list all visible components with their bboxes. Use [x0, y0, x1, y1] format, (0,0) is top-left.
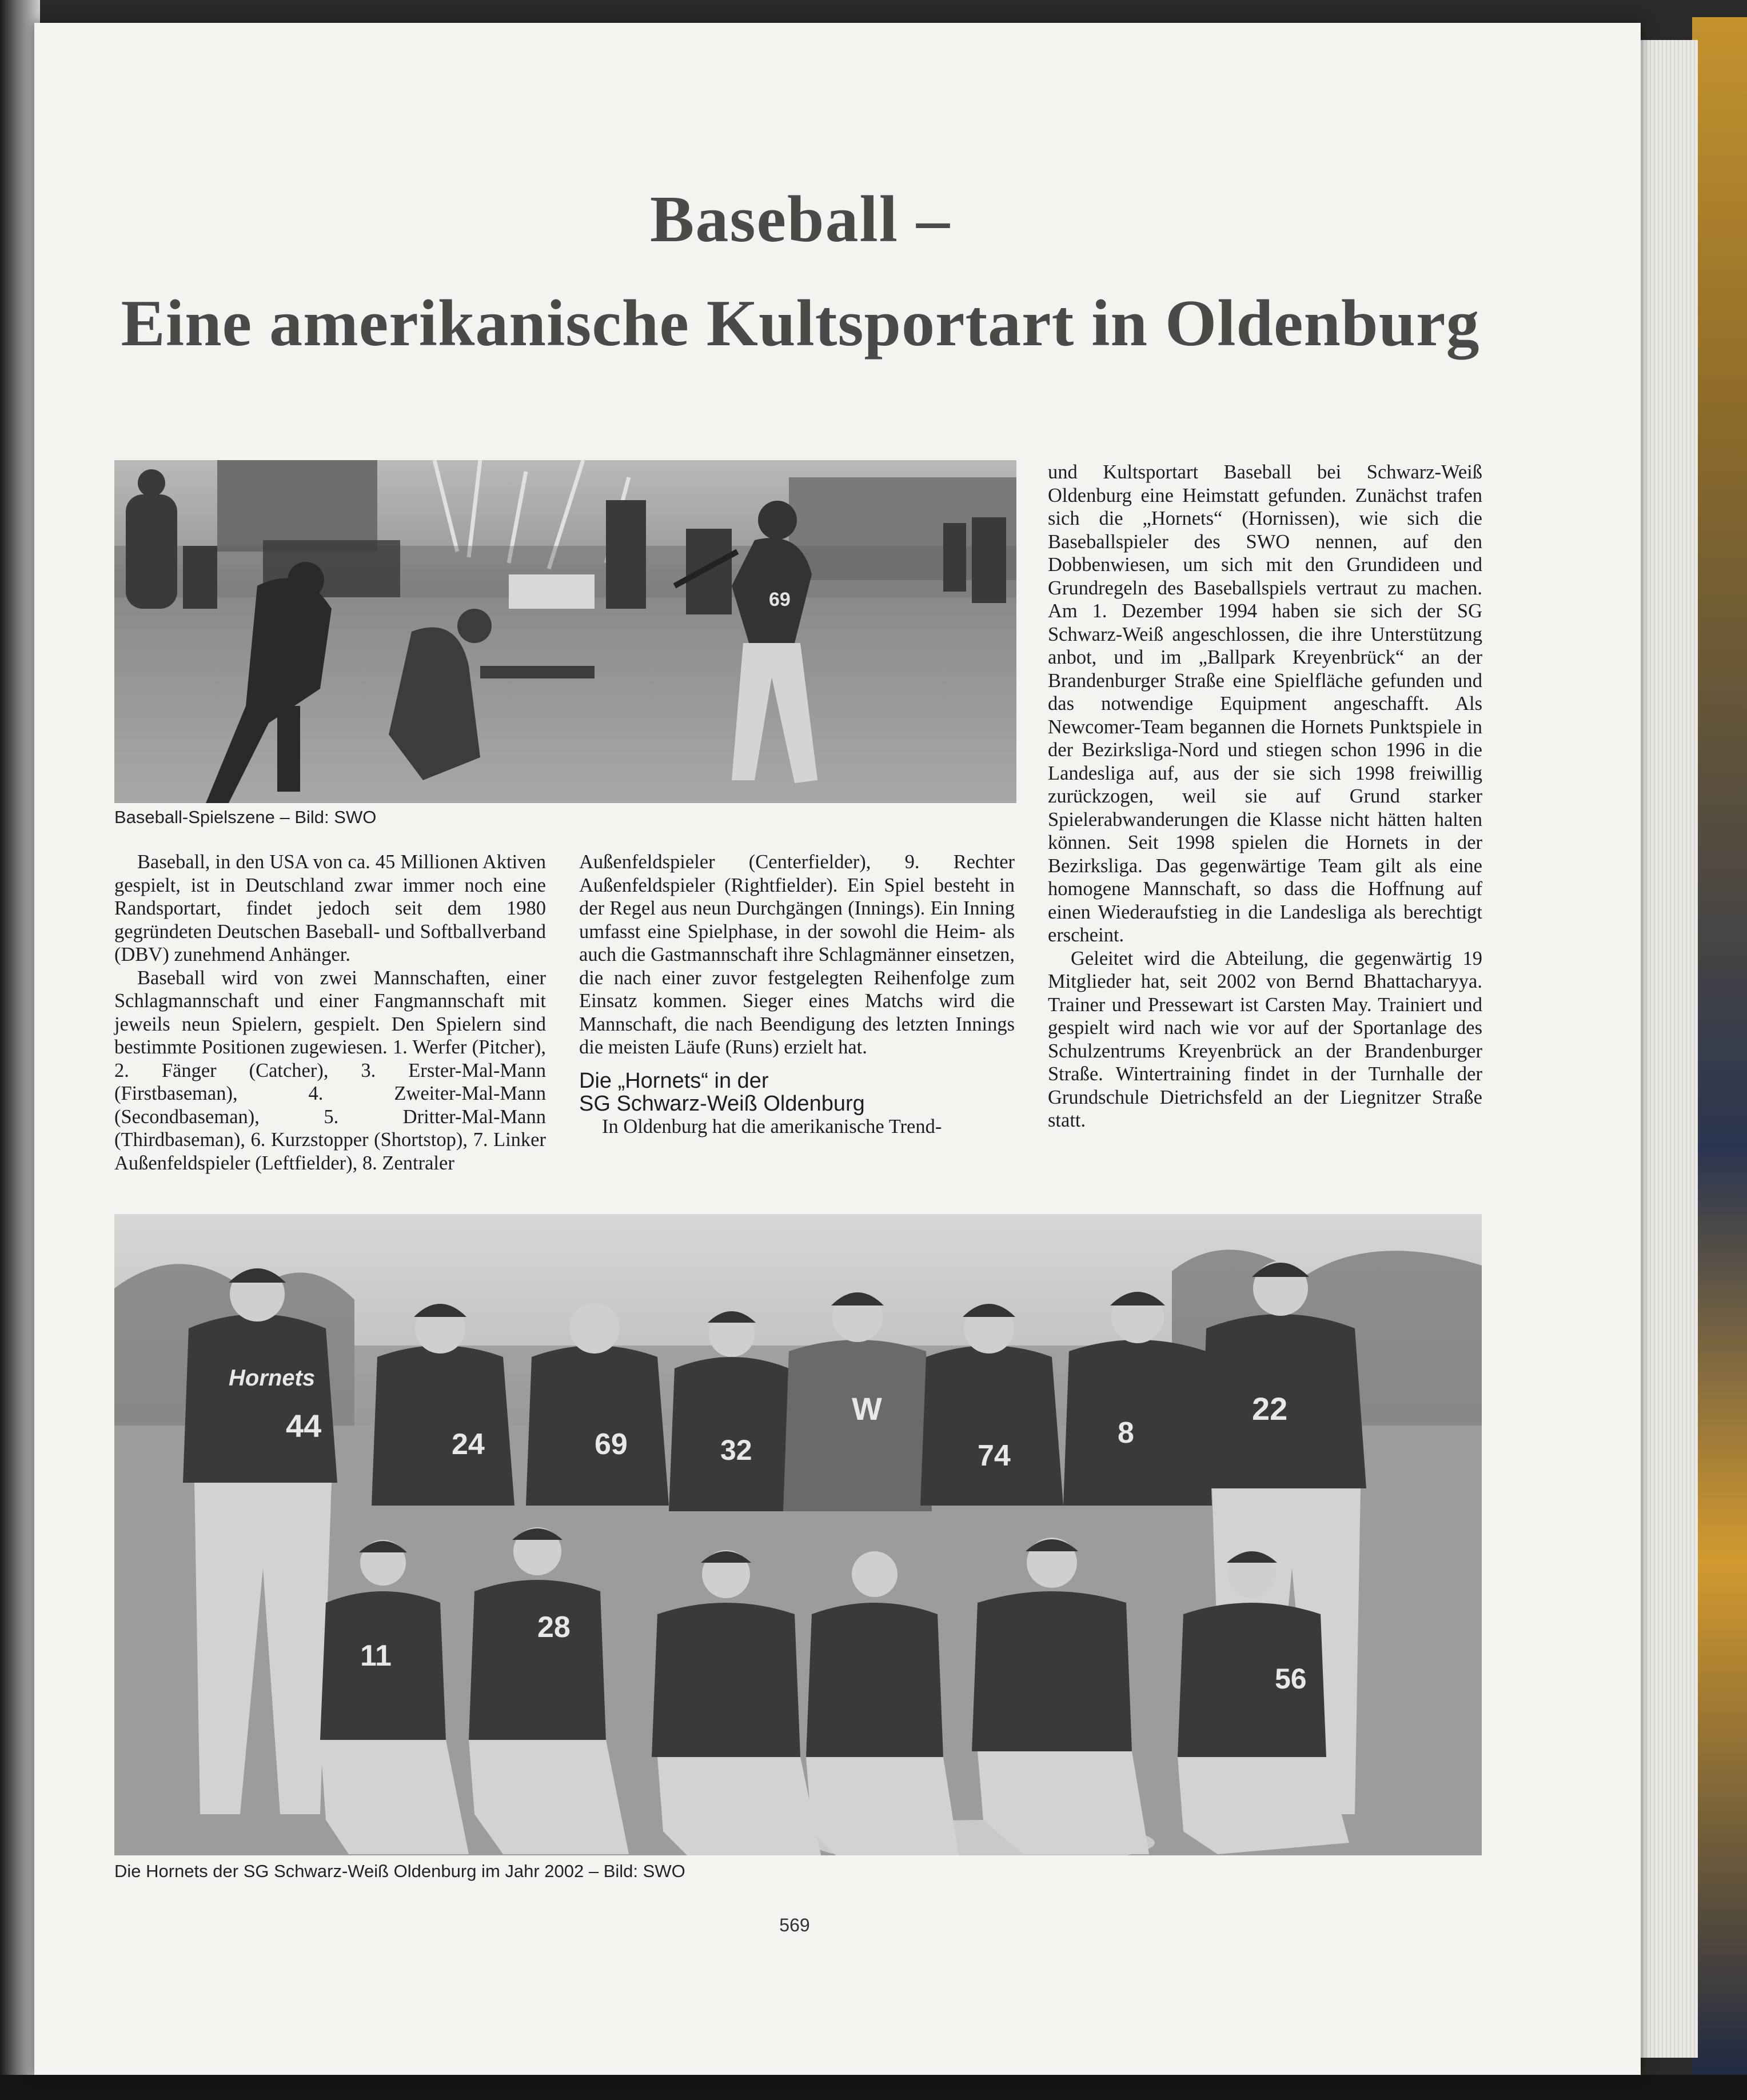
text-column-1	[114, 851, 546, 1175]
scan-background	[0, 2075, 1747, 2100]
page-number: 569	[779, 1915, 810, 1935]
jersey-number-8: 8	[1118, 1416, 1134, 1450]
photo-caption-game: Baseball-Spielszene – Bild: SWO	[114, 807, 377, 827]
book-cover-edge	[1692, 17, 1747, 2075]
col1-paragraph-2: Baseball wird von zwei Mannschaften, einer Schlagmannschaft und einer Fangmannschaft mit jeweils neun Spielern, gespielt. Den Spielern sind bestimmte Positionen zugewiesen. 1. Werfer (Pitcher), 2. Fänger (Catcher), 3. Erster-Mal-Mann (Firstbaseman), 4. Zweiter-Mal-Mann (Secondbaseman), 5. Dritter-Mal-Mann (Thirdbaseman), 6. Kurzstopper (Shortstop), 7. Linker Außenfeldspieler (Leftfielder), 8. Zentraler	[114, 967, 546, 1174]
col2-paragraph-2: In Oldenburg hat die amerikanische Trend-	[602, 1115, 942, 1137]
col2-paragraph-1: Außenfeldspieler (Centerfielder), 9. Rechter Außenfeldspieler (Rightfielder). Ein Spiel besteht in der Regel aus neun Durchgängen (Innings). Ein Inning umfasst eine Spielphase, in der sowohl die Heim- als auch die Gastmannschaft ihre Schlagmänner einsetzen, die nach einer zuvor festgelegten Reihenfolge zum Einsatz kommen. Sieger eines Matchs wird die Mannschaft, die nach Beendigung des letzten Innings die meisten Läufe (Runs) erzielt hat.	[579, 851, 1015, 1058]
jersey-number-28: 28	[537, 1611, 571, 1644]
jersey-number-74: 74	[978, 1439, 1011, 1472]
article-title-line1: Baseball –	[650, 183, 951, 256]
text-column-3	[1048, 461, 1482, 1132]
section-heading-line2: SG Schwarz-Weiß Oldenburg	[579, 1091, 865, 1116]
col3-paragraph-2: Geleitet wird die Abteilung, die gegenwärtig 19 Mitglieder hat, seit 2002 von Bernd Bhattacharyya. Trainer und Pressewart ist Carsten May. Trainiert und gespielt wird nach wie vor auf der Sportanlage des Schulzentrums Kreyenbrück an der Brandenburger Straße. Wintertraining findet in der Turnhalle der Grundschule Dietrichsfeld an der Liegnitzer Straße statt.	[1048, 947, 1482, 1131]
jersey-number-69: 69	[595, 1428, 628, 1461]
jersey-letter-w: W	[852, 1391, 882, 1427]
col1-paragraph-1: Baseball, in den USA von ca. 45 Millionen Aktiven gespielt, ist in Deutschland zwar immer noch eine Randsportart, findet jedoch seit dem 1980 gegründeten Deutschen Baseball- und Softballverband (DBV) zunehmend Anhänger.	[114, 851, 546, 965]
photo-team	[114, 1214, 1482, 1855]
article-title-line2: Eine amerikanische Kultsportart in Oldenburg	[121, 287, 1480, 360]
section-heading-line1: Die „Hornets“ in der	[579, 1068, 769, 1093]
jersey-number-56: 56	[1275, 1663, 1307, 1695]
jersey-text-44: Hornets	[229, 1366, 316, 1391]
photo-game-scene	[114, 460, 1016, 803]
jersey-number-44: 44	[286, 1408, 322, 1444]
jersey-number-24: 24	[452, 1428, 485, 1461]
jersey-number-22: 22	[1252, 1391, 1288, 1427]
section-heading	[579, 1069, 1015, 1115]
jersey-number-11: 11	[360, 1639, 392, 1672]
col3-paragraph-1: und Kultsportart Baseball bei Schwarz-Weiß Oldenburg eine Heimstatt gefunden. Zunächst trafen sich die „Hornets“ (Hornissen), wie sich die Baseballspieler des SWO nennen, auf den Dobbenwiesen, um sich mit den Grundideen und Grundregeln des Baseballspiels vertraut zu machen. Am 1. Dezember 1994 haben sie sich der SG Schwarz-Weiß angeschlossen, die ihre Unterstützung anbot, und im „Ballpark Kreyenbrück“ an der Brandenburger Straße eine Spielfläche gefunden und das notwendige Equipment angeschafft. Als Newcomer-Team begannen die Hornets Punktspiele in der Bezirksliga-Nord und stiegen schon 1996 in die Landesliga auf, aus der sie sich 1998 freiwillig zurückzogen, weil sie auf Grund starker Spielerabwanderungen die Klasse nicht hätten halten können. Seit 1998 spielen die Hornets in der Bezirksliga. Das gegenwärtige Team gilt als eine homogene Mannschaft, so dass die Hoffnung auf einen Wiederaufstieg in die Landesliga als berechtigt erscheint.	[1048, 461, 1482, 946]
photo-caption-team: Die Hornets der SG Schwarz-Weiß Oldenburg im Jahr 2002 – Bild: SWO	[114, 1861, 685, 1881]
batter-jersey-number: 69	[769, 589, 791, 610]
text-column-2	[579, 851, 1015, 1138]
jersey-number-32: 32	[720, 1434, 752, 1466]
